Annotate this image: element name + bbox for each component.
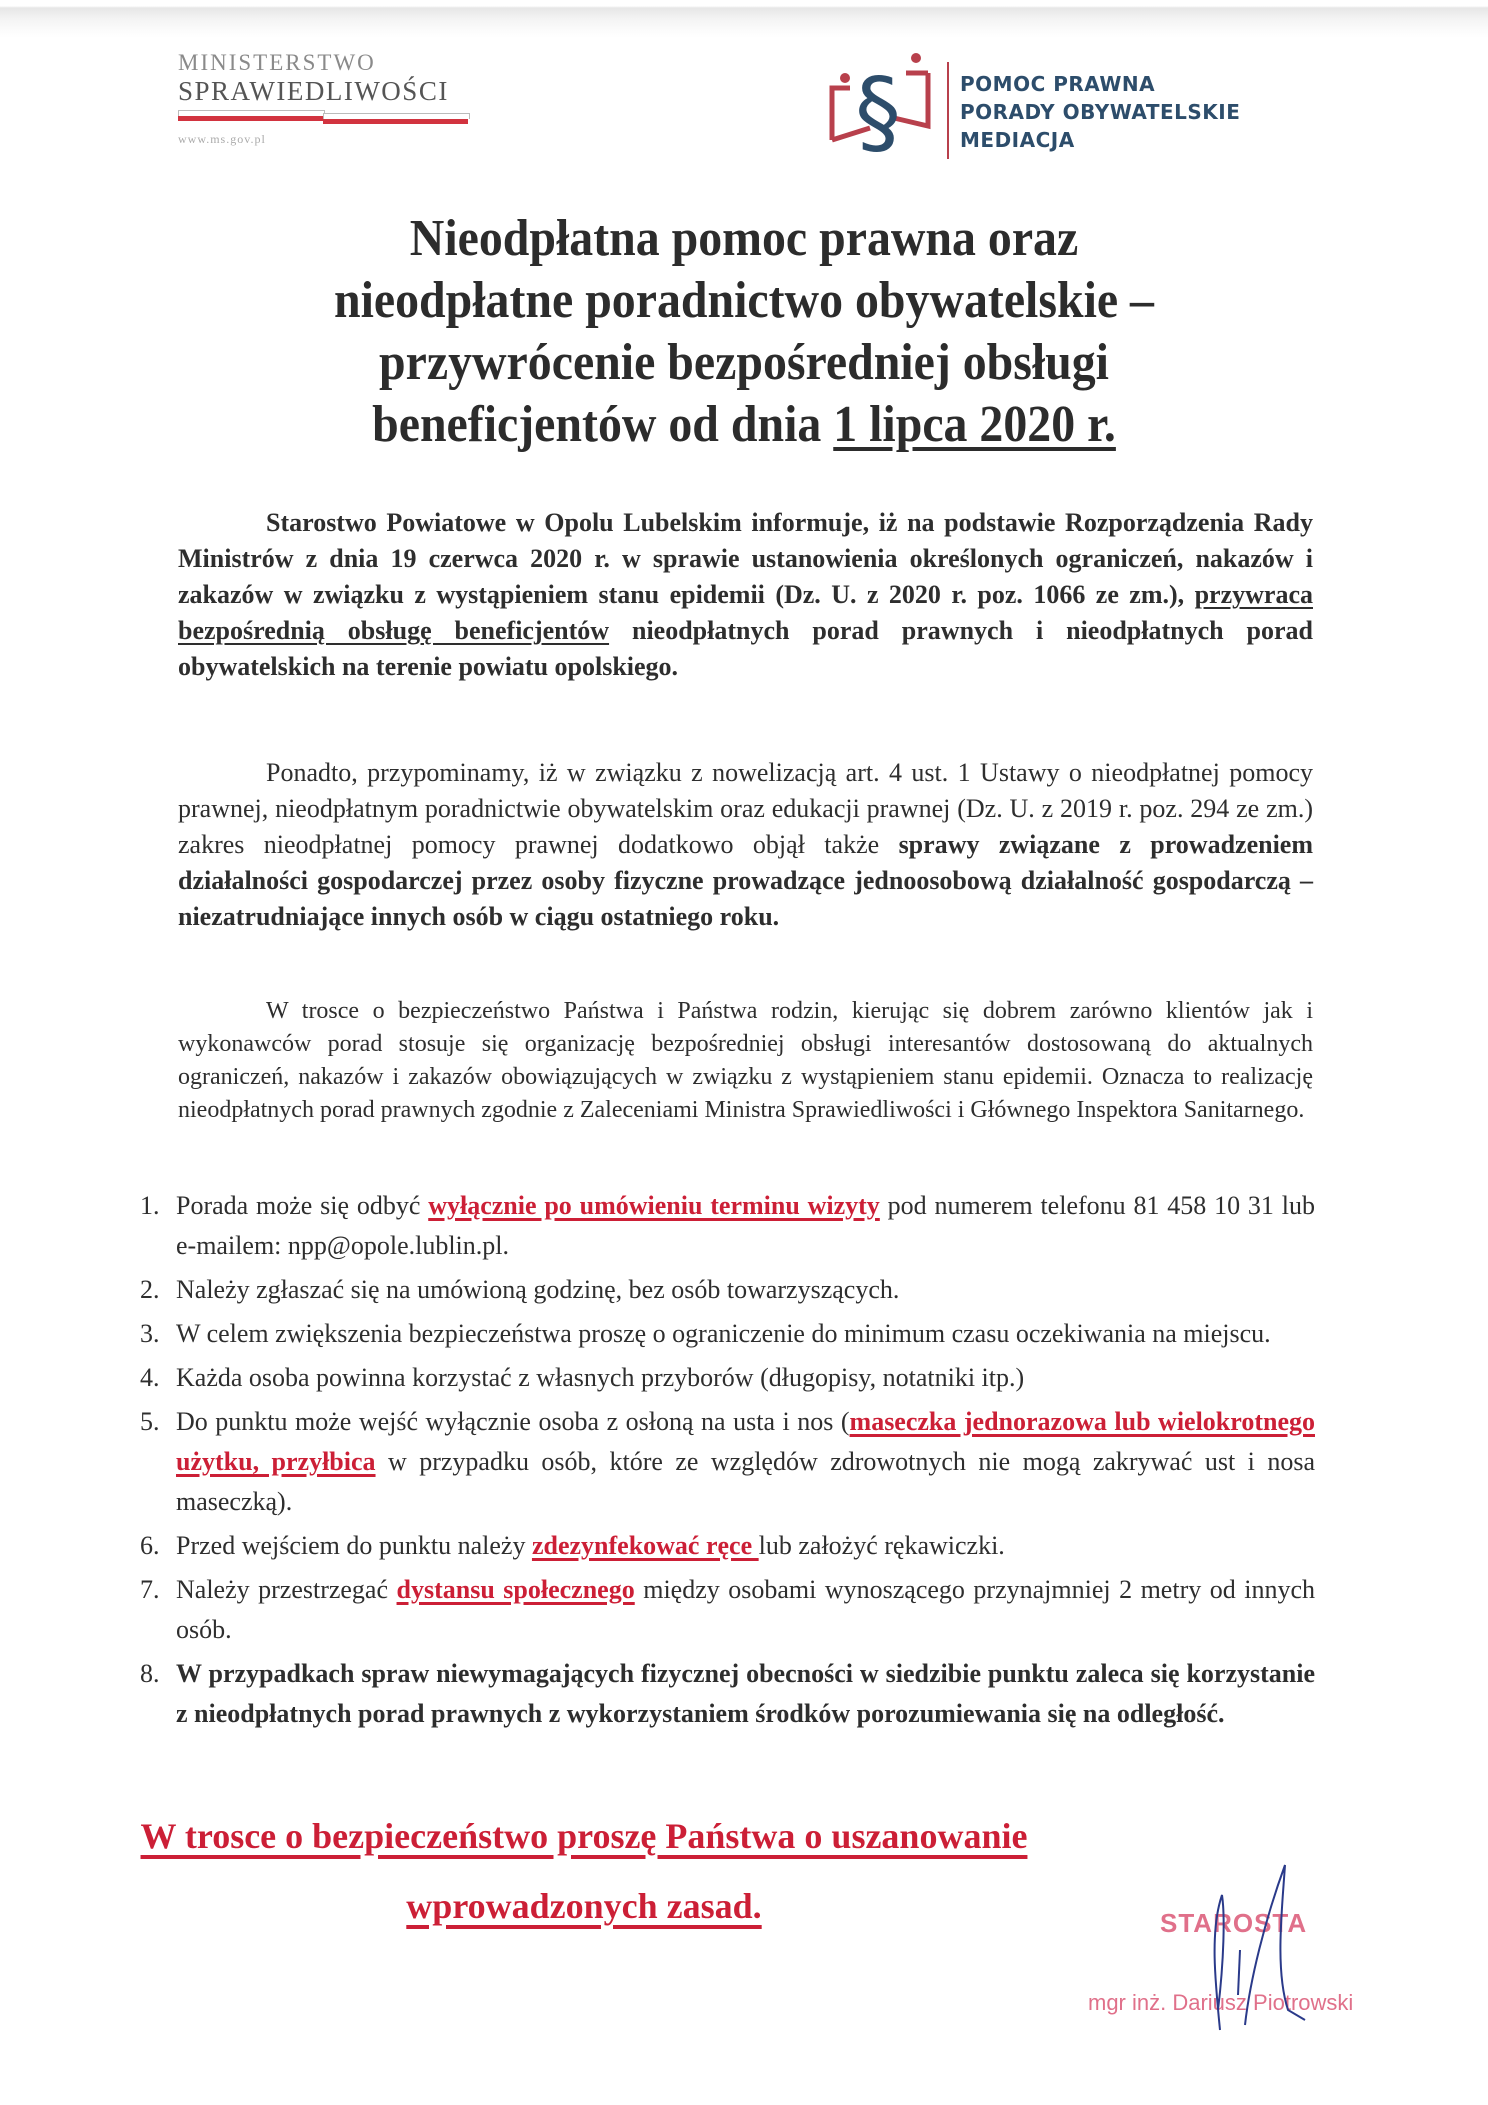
ministry-logo-line1: MINISTERSTWO xyxy=(178,50,376,75)
restored-service-highlight: przywraca bezpośrednią obsługę beneficjentów xyxy=(178,580,1313,645)
title-line4: beneficjentów od dnia 1 lipca 2020 r. xyxy=(372,396,1116,453)
paragraph-safety: W trosce o bezpieczeństwo Państwa i Państwa rodzin, kierując się dobrem zarówno klientów jak i wykonawców porad stosuje się organizację bezpośredniej obsługi interesantów dostosowaną do aktualnych ograniczeń, nakazów i zakazów obowiązujących w związku z wystąpieniem stanu epidemii. Oznacza to realizację nieodpłatnych porad prawnych zgodnie z Zaleceniami Ministra Sprawiedliwości i Głównego Inspektora Sanitarnego. xyxy=(178,998,1313,1123)
business-scope-highlight: sprawy związane z prowadzeniem działalności gospodarczej przez osoby fizyczne prowadzące jednoosobową działalność gospodarczą – niezatrudniające innych osób w ciągu ostatniego roku. xyxy=(178,830,1313,931)
title-line2: nieodpłatne poradnictwo obywatelskie – xyxy=(333,272,1154,329)
rule-item: 5. Do punktu może wejść wyłącznie osoba z osłoną na usta i nos (maseczka jednorazowa lub wielokrotnego użytku, przyłbica w przypadku osób, które ze względów zdrowotnych nie mogą zakrywać ust i nosa maseczką). xyxy=(140,1407,1315,1516)
rule-item: 6. Przed wejściem do punktu należy zdezynfekować ręce lub założyć rękawiczki. xyxy=(140,1531,1005,1560)
rule-item: 8. W przypadkach spraw niewymagających fizycznej obecności w siedzibie punktu zaleca się korzystanie z nieodpłatnych porad prawnych z wykorzystaniem środków porozumiewania się na odległość. xyxy=(140,1659,1315,1728)
rule-item: 7. Należy przestrzegać dystansu społecznego między osobami wynoszącego przynajmniej 2 metry od innych osób. xyxy=(140,1575,1315,1644)
rule-item: 2. Należy zgłaszać się na umówioną godzinę, bez osób towarzyszących. xyxy=(140,1275,900,1304)
handwritten-signature-icon xyxy=(1190,1860,1310,2040)
rule-item: 1. Porada może się odbyć wyłącznie po umówieniu terminu wizyty pod numerem telefonu 81 458 10 31 lub e-mailem: npp@opole.lublin.pl. xyxy=(140,1191,1315,1260)
rule-item: 4. Każda osoba powinna korzystać z własnych przyborów (długopisy, notatniki itp.) xyxy=(140,1363,1025,1392)
title-date: 1 lipca 2020 r. xyxy=(833,396,1116,453)
npp-line3: MEDIACJA xyxy=(960,128,1075,152)
logo-divider xyxy=(947,62,949,159)
npp-line1: POMOC PRAWNA xyxy=(960,72,1156,96)
svg-text:§: § xyxy=(855,58,901,163)
paragraph-amendment: Ponadto, przypominamy, iż w związku z nowelizacją art. 4 ust. 1 Ustawy o nieodpłatnej pomocy prawnej, nieodpłatnym poradnictwie obywatelskim oraz edukacji prawnej (Dz. U. z 2019 r. poz. 294 ze zm.) zakres nieodpłatnej pomocy prawnej dodatkowo objął także sprawy związane z prowadzeniem działalności gospodarczej przez osoby fizyczne prowadzące jednoosobową działalność gospodarczą – niezatrudniające innych osób w ciągu ostatniego roku. xyxy=(178,758,1313,931)
polish-flag-ribbon-icon xyxy=(178,110,468,124)
stamp-title: STAROSTA xyxy=(1160,1908,1308,1938)
ministry-logo-line2: SPRAWIEDLIWOŚCI xyxy=(178,76,449,106)
closing-line1: W trosce o bezpieczeństwo proszę Państwa o uszanowanie xyxy=(140,1816,1028,1856)
rule-item: 3. W celem zwiększenia bezpieczeństwa proszę o ograniczenie do minimum czasu oczekiwania na miejscu. xyxy=(140,1319,1271,1348)
document-title xyxy=(60,208,1429,456)
npp-line2: PORADY OBYWATELSKIE xyxy=(960,100,1241,124)
title-line3: przywrócenie bezpośredniej obsługi xyxy=(379,334,1109,391)
npp-logo-text xyxy=(960,70,1240,154)
scan-edge-shadow xyxy=(0,0,1488,38)
rules-list xyxy=(140,1186,1315,1738)
closing-line2: wprowadzonych zasad. xyxy=(406,1886,762,1926)
title-line1: Nieodpłatna pomoc prawna oraz xyxy=(409,210,1079,267)
paragraph-announcement: Starostwo Powiatowe w Opolu Lubelskim informuje, iż na podstawie Rozporządzenia Rady Ministrów z dnia 19 czerwca 2020 r. w sprawie ustanowienia określonych ograniczeń, nakazów i zakazów w związku z wystąpieniem stanu epidemii (Dz. U. z 2020 r. poz. 1066 ze zm.), przywraca bezpośrednią obsługę beneficjentów nieodpłatnych porad prawnych i nieodpłatnych porad obywatelskich na terenie powiatu opolskiego. xyxy=(178,508,1313,681)
ministry-url: www.ms.gov.pl xyxy=(178,132,266,146)
ministry-logo xyxy=(178,50,478,147)
paragraph-section-logo-icon xyxy=(820,48,940,163)
stamp-name: mgr inż. Dariusz Piotrowski xyxy=(1088,1990,1354,2015)
